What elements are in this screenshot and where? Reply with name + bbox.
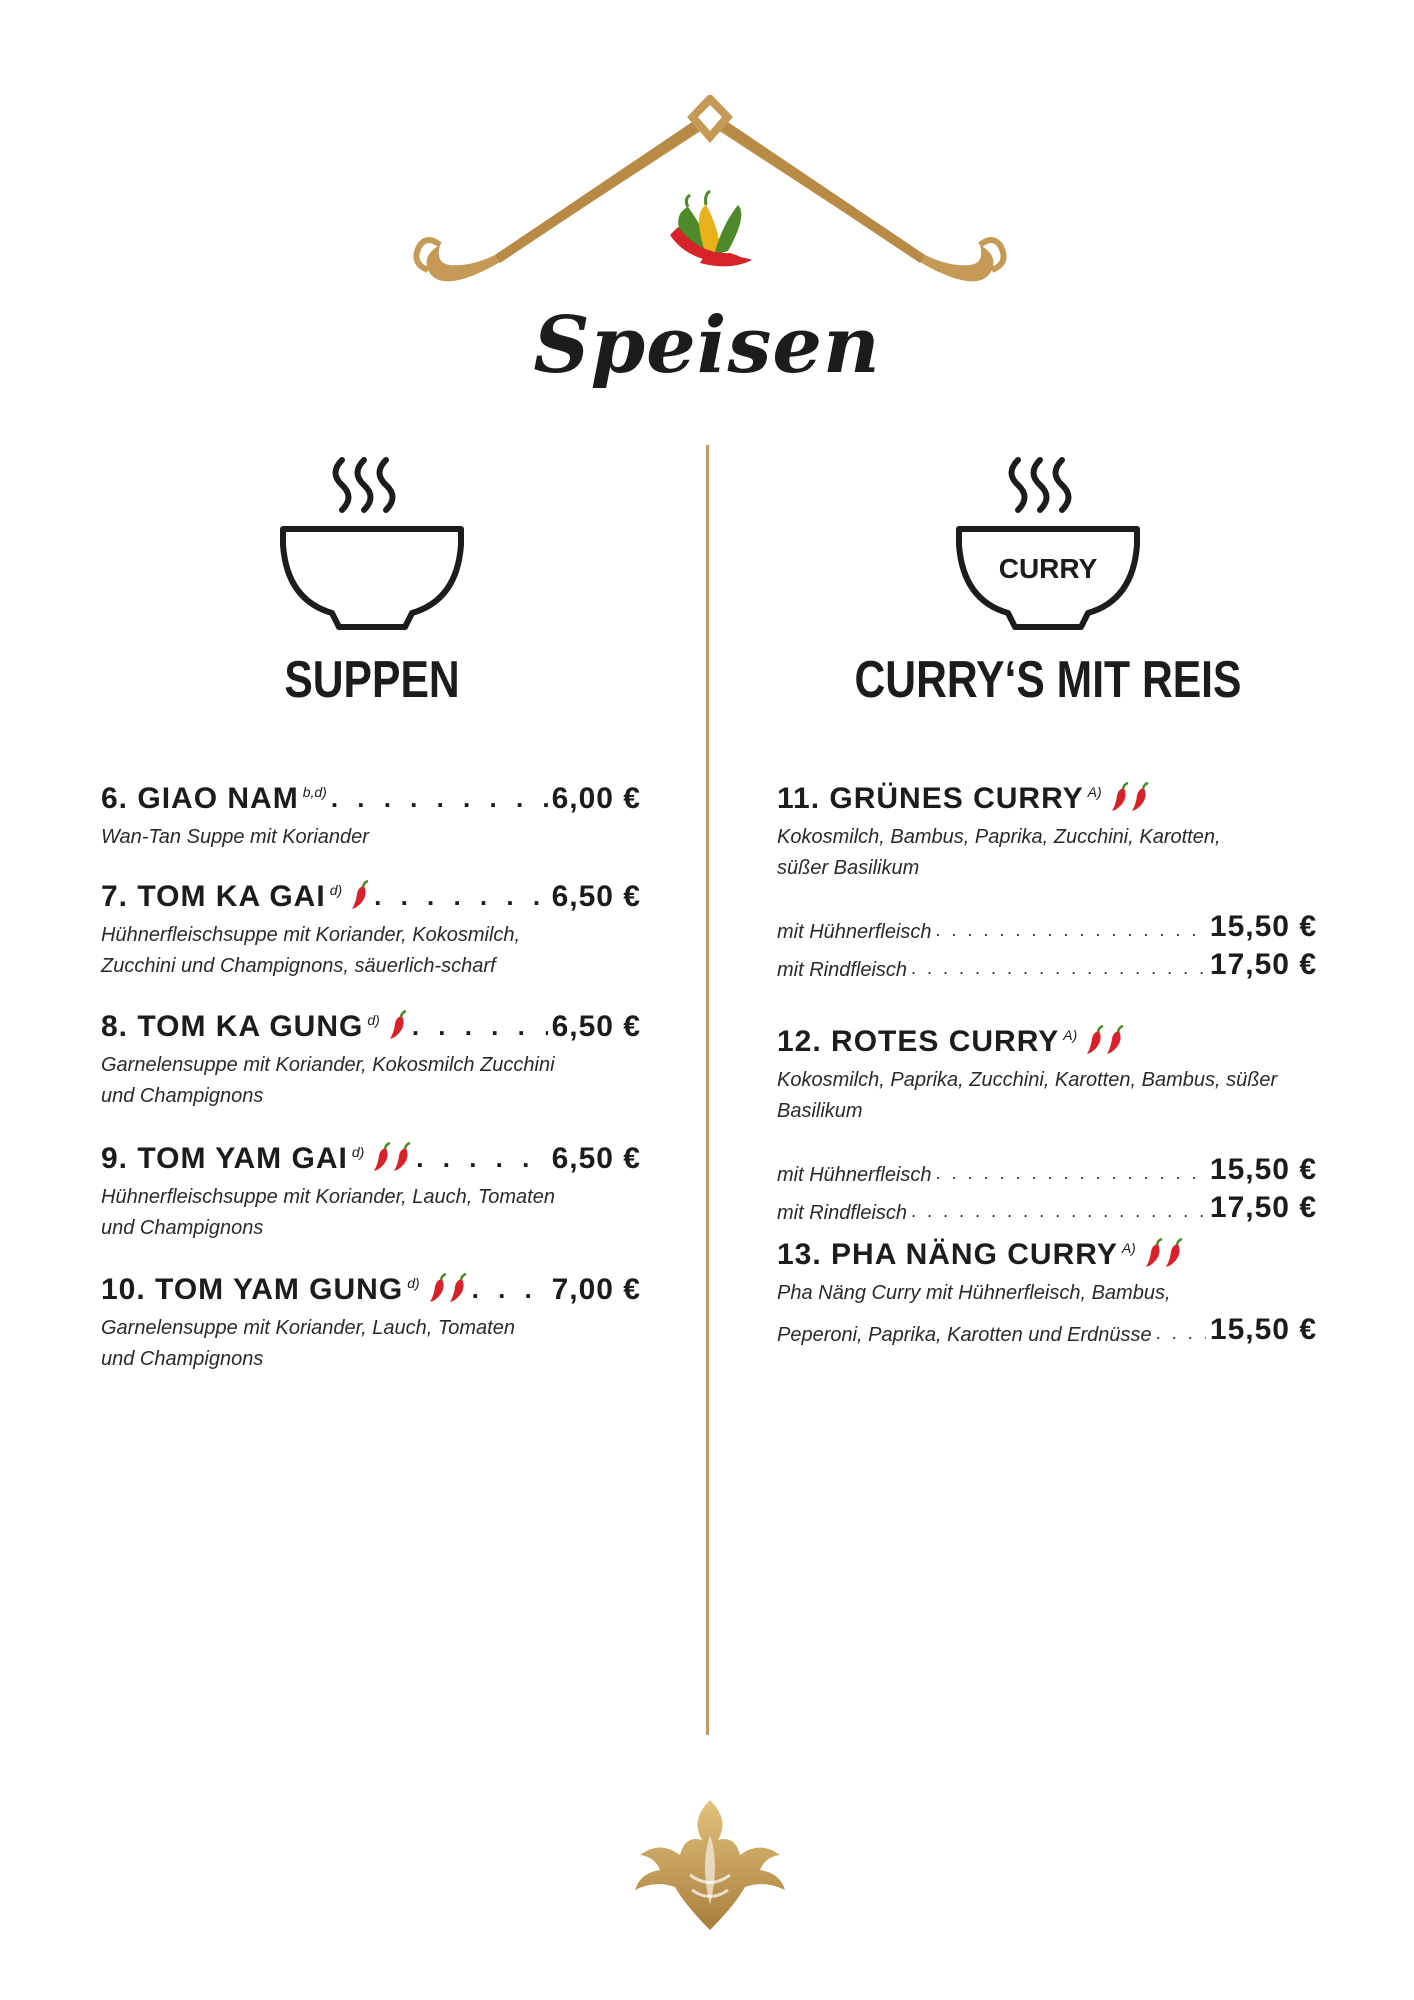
option-label: mit Rindfleisch bbox=[777, 1202, 908, 1224]
item-header-row bbox=[101, 1010, 641, 1044]
item-price: 6,50 € bbox=[551, 1010, 641, 1043]
option-price: 15,50 € bbox=[1209, 910, 1317, 943]
item-description bbox=[101, 920, 641, 982]
price-option-row bbox=[777, 1149, 1317, 1187]
menu-item bbox=[101, 1142, 641, 1244]
menu-item bbox=[777, 1025, 1317, 1225]
soup-bowl-icon bbox=[277, 455, 467, 635]
allergen-note: A) bbox=[1087, 784, 1102, 800]
dot-leader bbox=[412, 1011, 548, 1042]
gold-floral-ornament-icon bbox=[630, 1795, 790, 1935]
dot-leader bbox=[416, 1143, 547, 1174]
option-price: 15,50 € bbox=[1209, 1153, 1317, 1186]
item-name: 6. GIAO NAM bbox=[101, 782, 299, 815]
spiciness-rating bbox=[1085, 1025, 1125, 1055]
menu-item bbox=[101, 1010, 641, 1112]
option-label: mit Hühnerfleisch bbox=[777, 921, 932, 943]
item-name: 11. GRÜNES CURRY bbox=[777, 782, 1084, 815]
price-option-row bbox=[777, 1187, 1317, 1225]
description-line: Hühnerfleischsuppe mit Koriander, Kokosmilch, bbox=[101, 924, 521, 946]
option-label: Peperoni, Paprika, Karotten und Erdnüsse bbox=[777, 1324, 1152, 1346]
dot-leader bbox=[911, 1201, 1206, 1222]
allergen-note: d) bbox=[407, 1275, 420, 1291]
chili-icon bbox=[428, 1273, 448, 1303]
price-options bbox=[777, 906, 1317, 982]
option-price: 17,50 € bbox=[1209, 1191, 1317, 1224]
item-name: 7. TOM KA GAI bbox=[101, 880, 326, 913]
option-label: mit Rindfleisch bbox=[777, 959, 908, 981]
price-options bbox=[777, 1149, 1317, 1225]
chili-icon bbox=[392, 1142, 412, 1172]
item-price: 6,50 € bbox=[551, 1142, 641, 1175]
spiciness-rating bbox=[428, 1273, 468, 1303]
spiciness-rating bbox=[1110, 782, 1150, 812]
price-options bbox=[777, 1309, 1317, 1347]
description-line: Garnelensuppe mit Koriander, Lauch, Tomaten bbox=[101, 1317, 515, 1339]
dot-leader bbox=[331, 783, 548, 814]
description-line: Wan-Tan Suppe mit Koriander bbox=[101, 826, 369, 848]
item-header-row bbox=[101, 880, 641, 914]
description-line: süßer Basilikum bbox=[777, 857, 920, 879]
chili-icon bbox=[1110, 782, 1130, 812]
menu-item bbox=[777, 1238, 1317, 1347]
chili-icon bbox=[1085, 1025, 1105, 1055]
section-title-currys: CURRY‘S MIT REIS bbox=[854, 651, 1242, 709]
allergen-note: d) bbox=[329, 882, 343, 898]
item-description bbox=[777, 822, 1317, 884]
item-price: 6,00 € bbox=[551, 782, 641, 815]
option-label: mit Hühnerfleisch bbox=[777, 1164, 932, 1186]
item-header-row bbox=[101, 782, 641, 816]
chili-icon bbox=[1164, 1238, 1184, 1268]
description-line: Kokosmilch, Bambus, Paprika, Zucchini, Karotten, bbox=[777, 826, 1221, 848]
description-line: und Champignons bbox=[101, 1217, 264, 1239]
spiciness-rating bbox=[388, 1010, 408, 1040]
dot-leader bbox=[936, 920, 1206, 941]
item-description bbox=[101, 1182, 641, 1244]
price-option-row bbox=[777, 944, 1317, 982]
spiciness-rating bbox=[372, 1142, 412, 1172]
chili-icon bbox=[448, 1273, 468, 1303]
item-description bbox=[101, 822, 641, 853]
chili-icon bbox=[1130, 782, 1150, 812]
item-name: 9. TOM YAM GAI bbox=[101, 1142, 348, 1175]
chili-icon bbox=[372, 1142, 392, 1172]
item-description bbox=[101, 1050, 641, 1112]
spiciness-rating bbox=[350, 880, 370, 910]
allergen-note: d) bbox=[367, 1012, 380, 1028]
chili-icon bbox=[1105, 1025, 1125, 1055]
curry-bowl-label: CURRY bbox=[998, 553, 1098, 584]
option-price: 15,50 € bbox=[1209, 1313, 1317, 1346]
item-name: 13. PHA NÄNG CURRY bbox=[777, 1238, 1118, 1271]
item-header-row bbox=[101, 1142, 641, 1176]
chili-bundle-icon bbox=[670, 191, 752, 266]
curry-bowl-icon bbox=[953, 455, 1143, 635]
price-option-row bbox=[777, 906, 1317, 944]
item-header-row bbox=[101, 1273, 641, 1307]
description-line: und Champignons bbox=[101, 1085, 264, 1107]
description-line: Pha Näng Curry mit Hühnerfleisch, Bambus, bbox=[777, 1282, 1171, 1304]
allergen-note: d) bbox=[351, 1144, 365, 1160]
menu-item bbox=[101, 880, 641, 982]
option-price: 17,50 € bbox=[1209, 948, 1317, 981]
item-price: 6,50 € bbox=[551, 880, 641, 913]
spiciness-rating bbox=[1144, 1238, 1184, 1268]
thai-roof-with-chilis-icon bbox=[400, 95, 1020, 295]
allergen-note: A) bbox=[1121, 1240, 1136, 1256]
section-title-suppen: SUPPEN bbox=[284, 651, 460, 709]
allergen-note: A) bbox=[1063, 1027, 1078, 1043]
dot-leader bbox=[374, 881, 547, 912]
item-description bbox=[777, 1278, 1317, 1309]
page-title: Speisen bbox=[533, 300, 881, 391]
allergen-note: b,d) bbox=[302, 784, 327, 800]
menu-item bbox=[777, 782, 1317, 982]
dot-leader bbox=[1156, 1323, 1206, 1344]
item-header-row bbox=[777, 1238, 1317, 1272]
description-line: Kokosmilch, Paprika, Zucchini, Karotten, Bambus, süßer Basilikum bbox=[777, 1069, 1278, 1122]
description-line: Zucchini und Champignons, säuerlich-scharf bbox=[101, 955, 496, 977]
menu-item bbox=[101, 782, 641, 853]
item-description bbox=[101, 1313, 641, 1375]
column-divider bbox=[706, 445, 709, 1735]
dot-leader bbox=[911, 958, 1206, 979]
item-name: 8. TOM KA GUNG bbox=[101, 1010, 364, 1043]
item-name: 10. TOM YAM GUNG bbox=[101, 1273, 404, 1306]
price-option-row bbox=[777, 1309, 1317, 1347]
item-name: 12. ROTES CURRY bbox=[777, 1025, 1060, 1058]
item-header-row bbox=[777, 1025, 1317, 1059]
item-description bbox=[777, 1065, 1317, 1127]
dot-leader bbox=[472, 1274, 548, 1305]
chili-icon bbox=[350, 880, 370, 910]
description-line: Garnelensuppe mit Koriander, Kokosmilch Zucchini bbox=[101, 1054, 555, 1076]
item-header-row bbox=[777, 782, 1317, 816]
dot-leader bbox=[936, 1163, 1206, 1184]
menu-item bbox=[101, 1273, 641, 1375]
description-line: und Champignons bbox=[101, 1348, 264, 1370]
chili-icon bbox=[388, 1010, 408, 1040]
item-price: 7,00 € bbox=[551, 1273, 641, 1306]
description-line: Hühnerfleischsuppe mit Koriander, Lauch, Tomaten bbox=[101, 1186, 555, 1208]
chili-icon bbox=[1144, 1238, 1164, 1268]
